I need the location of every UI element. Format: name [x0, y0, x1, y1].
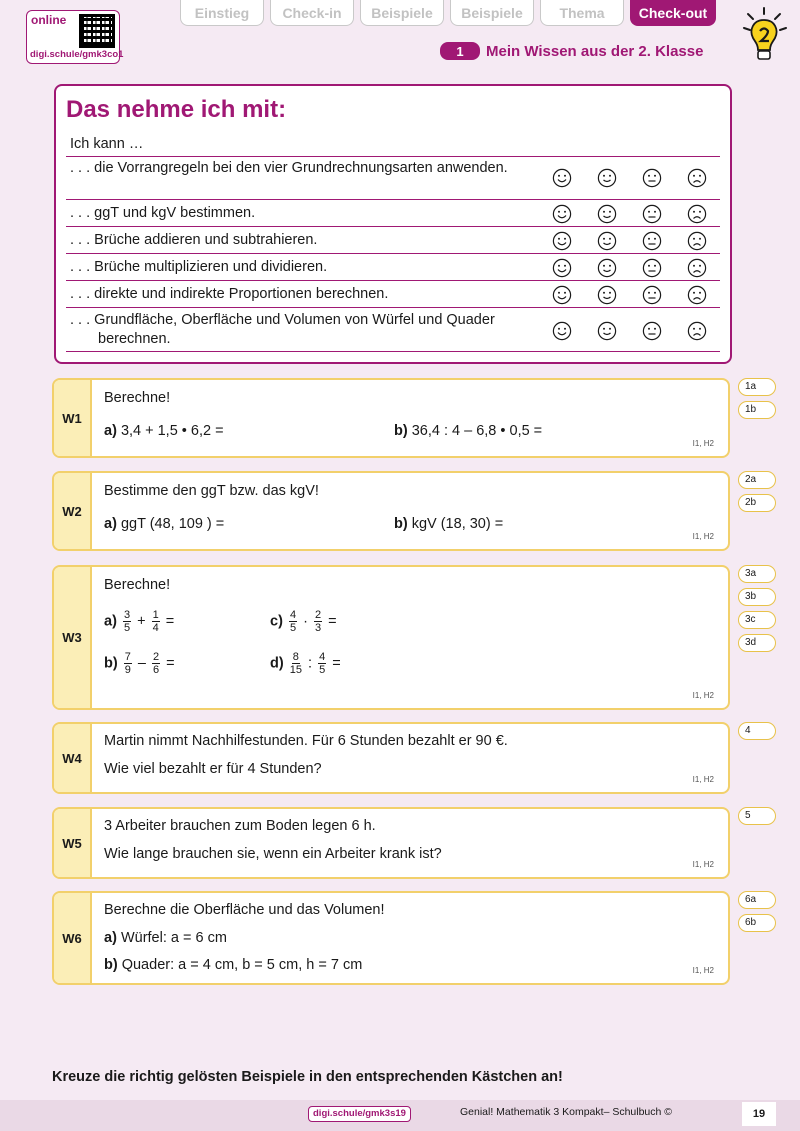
tab-thema[interactable]: Thema: [540, 0, 624, 26]
happy-face-icon[interactable]: [597, 204, 617, 224]
check-tag-3a[interactable]: 3a: [738, 565, 776, 583]
exercise-part-b: b) Quader: a = 4 cm, b = 5 cm, h = 7 cm: [104, 957, 363, 973]
exercise-task: Berechne!: [104, 577, 171, 593]
tab-beispiele-1[interactable]: Beispiele: [360, 0, 444, 26]
very-happy-face-icon[interactable]: [552, 231, 572, 251]
exercise-line: Martin nimmt Nachhilfestunden. Für 6 Stunden bezahlt er 90 €.: [104, 733, 508, 749]
skill-text: . . . Brüche addieren und subtrahieren.: [70, 232, 318, 248]
neutral-face-icon[interactable]: [642, 258, 662, 278]
checkbox-tags: [738, 471, 776, 512]
checkbox-tags: [738, 565, 776, 652]
competence-code: I1, H2: [692, 691, 714, 700]
skill-text: . . . ggT und kgV bestimmen.: [70, 205, 256, 221]
check-tag-1b[interactable]: 1b: [738, 401, 776, 419]
sad-face-icon[interactable]: [687, 321, 707, 341]
very-happy-face-icon[interactable]: [552, 204, 572, 224]
checkbox-tags: [738, 891, 776, 932]
exercise-w4: [52, 722, 730, 794]
fraction: $\frac{2}{6}$: [152, 651, 160, 676]
smiley-rating[interactable]: [552, 204, 707, 224]
book-title: Genial! Mathematik 3 Kompakt– Schulbuch ©: [460, 1106, 673, 1118]
exercise-part-b: b) 36,4 : 4 – 6,8 • 0,5 =: [394, 423, 543, 439]
exercise-part-d: d) $\frac{8}{15}$ : $\frac{4}{5}$ =: [270, 651, 341, 676]
neutral-face-icon[interactable]: [642, 231, 662, 251]
fraction: $\frac{7}{9}$: [124, 651, 131, 676]
online-label: online: [31, 13, 67, 27]
exercise-label: W3: [54, 567, 92, 708]
skill-row: [66, 227, 720, 254]
summary-title: Das nehme ich mit:: [66, 96, 287, 123]
smiley-rating[interactable]: [552, 321, 707, 341]
section-tabs: [180, 0, 716, 26]
skill-text: . . . direkte und indirekte Proportionen berechnen.: [70, 286, 389, 302]
checkbox-tags: [738, 722, 776, 740]
sad-face-icon[interactable]: [687, 231, 707, 251]
exercise-label: W4: [54, 724, 92, 792]
neutral-face-icon[interactable]: [642, 168, 662, 188]
smiley-rating[interactable]: [552, 231, 707, 251]
fraction: $\frac{4}{5}$: [289, 609, 297, 634]
tab-check-in[interactable]: Check-in: [270, 0, 354, 26]
happy-face-icon[interactable]: [597, 285, 617, 305]
competence-code: I1, H2: [692, 860, 714, 869]
exercise-w5: [52, 807, 730, 879]
exercise-task: Berechne!: [104, 390, 171, 406]
exercise-label: W6: [54, 893, 92, 983]
fraction: $\frac{1}{4}$: [152, 609, 159, 634]
chapter-title: Mein Wissen aus der 2. Klasse: [486, 42, 704, 60]
neutral-face-icon[interactable]: [642, 285, 662, 305]
check-tag-6a[interactable]: 6a: [738, 891, 776, 909]
exercise-part-b: b) kgV (18, 30) =: [394, 516, 504, 532]
exercise-task: Berechne die Oberfläche und das Volumen!: [104, 902, 385, 918]
happy-face-icon[interactable]: [597, 258, 617, 278]
exercise-w2: [52, 471, 730, 551]
very-happy-face-icon[interactable]: [552, 258, 572, 278]
summary-intro: Ich kann …: [70, 136, 144, 152]
skill-text: . . . die Vorrangregeln bei den vier Grundrechnungsarten anwenden.: [70, 160, 508, 176]
exercise-label: W5: [54, 809, 92, 877]
check-tag-1a[interactable]: 1a: [738, 378, 776, 396]
online-link[interactable]: digi.schule/gmk3co1: [30, 49, 124, 60]
check-tag-5[interactable]: 5: [738, 807, 776, 825]
sad-face-icon[interactable]: [687, 168, 707, 188]
very-happy-face-icon[interactable]: [552, 168, 572, 188]
skill-row: [66, 308, 720, 352]
fraction: $\frac{8}{15}$: [289, 651, 302, 676]
tab-einstieg[interactable]: Einstieg: [180, 0, 264, 26]
check-tag-3c[interactable]: 3c: [738, 611, 776, 629]
competence-code: I1, H2: [692, 775, 714, 784]
exercise-w3: [52, 565, 730, 710]
page-number: 19: [742, 1102, 776, 1126]
exercise-part-a: a) $\frac{3}{5}$ + $\frac{1}{4}$ =: [104, 609, 175, 634]
skill-row: [66, 254, 720, 281]
sad-face-icon[interactable]: [687, 258, 707, 278]
very-happy-face-icon[interactable]: [552, 321, 572, 341]
footer-link[interactable]: digi.schule/gmk3s19: [308, 1106, 411, 1122]
exercise-task: Bestimme den ggT bzw. das kgV!: [104, 483, 319, 499]
sad-face-icon[interactable]: [687, 285, 707, 305]
check-tag-3b[interactable]: 3b: [738, 588, 776, 606]
checkbox-tags: [738, 378, 776, 419]
exercise-line: Wie viel bezahlt er für 4 Stunden?: [104, 761, 322, 777]
exercise-w6: [52, 891, 730, 985]
exercise-part-a: a) ggT (48, 109 ) =: [104, 516, 225, 532]
check-tag-2a[interactable]: 2a: [738, 471, 776, 489]
exercise-line: 3 Arbeiter brauchen zum Boden legen 6 h.: [104, 818, 376, 834]
check-tag-4[interactable]: 4: [738, 722, 776, 740]
skill-text: . . . Grundfläche, Oberfläche und Volumen von Würfel und Quader berechnen.: [70, 312, 495, 347]
checkbox-tags: [738, 807, 776, 825]
very-happy-face-icon[interactable]: [552, 285, 572, 305]
self-assessment-box: [54, 84, 732, 364]
skill-row: [66, 200, 720, 227]
sad-face-icon[interactable]: [687, 204, 707, 224]
exercise-part-c: c) $\frac{4}{5}$ · $\frac{2}{3}$ =: [270, 609, 337, 634]
check-tag-2b[interactable]: 2b: [738, 494, 776, 512]
competence-code: I1, H2: [692, 439, 714, 448]
exercise-part-a: a) 3,4 + 1,5 • 6,2 =: [104, 423, 224, 439]
exercise-label: W2: [54, 473, 92, 549]
skill-text: . . . Brüche multiplizieren und dividieren.: [70, 259, 328, 275]
neutral-face-icon[interactable]: [642, 204, 662, 224]
neutral-face-icon[interactable]: [642, 321, 662, 341]
exercise-line: Wie lange brauchen sie, wenn ein Arbeiter krank ist?: [104, 846, 442, 862]
fraction: $\frac{2}{3}$: [314, 609, 322, 634]
check-tag-6b[interactable]: 6b: [738, 914, 776, 932]
qr-code-icon[interactable]: [79, 14, 115, 48]
tab-beispiele-2[interactable]: Beispiele: [450, 0, 534, 26]
footer-instruction: Kreuze die richtig gelösten Beispiele in den entsprechenden Kästchen an!: [52, 1069, 563, 1085]
check-tag-3d[interactable]: 3d: [738, 634, 776, 652]
happy-face-icon[interactable]: [597, 168, 617, 188]
exercise-part-a: a) Würfel: a = 6 cm: [104, 930, 227, 946]
lightbulb-icon: [740, 6, 790, 66]
chapter-heading: [440, 42, 703, 60]
smiley-rating[interactable]: [552, 258, 707, 278]
chapter-number: 1: [440, 42, 480, 60]
skill-row: [66, 156, 720, 200]
online-box[interactable]: [26, 10, 124, 64]
fraction: $\frac{3}{5}$: [123, 609, 131, 634]
skill-row: [66, 281, 720, 308]
smiley-rating[interactable]: [552, 168, 707, 188]
exercise-part-b: b) $\frac{7}{9}$ – $\frac{2}{6}$ =: [104, 651, 175, 676]
competence-code: I1, H2: [692, 966, 714, 975]
exercise-w1: [52, 378, 730, 458]
exercise-label: W1: [54, 380, 92, 456]
happy-face-icon[interactable]: [597, 231, 617, 251]
tab-check-out[interactable]: Check-out: [630, 0, 716, 26]
competence-code: I1, H2: [692, 532, 714, 541]
smiley-rating[interactable]: [552, 285, 707, 305]
happy-face-icon[interactable]: [597, 321, 617, 341]
fraction: $\frac{4}{5}$: [319, 651, 326, 676]
